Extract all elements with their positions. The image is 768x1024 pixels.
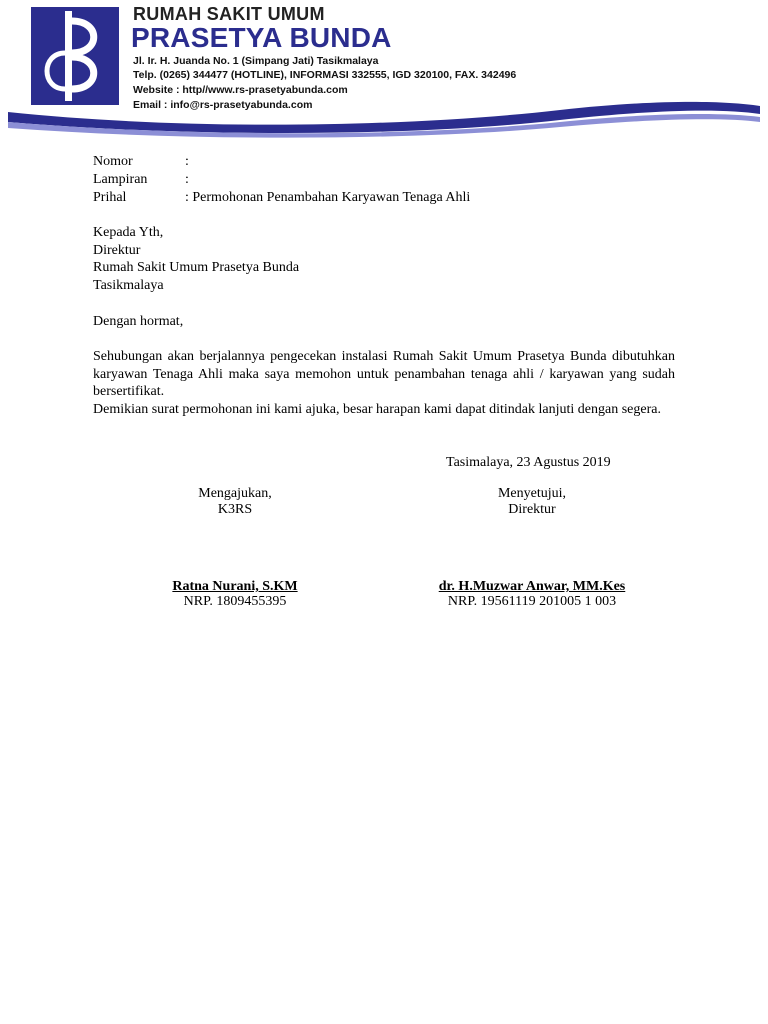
salutation: Dengan hormat, — [93, 314, 184, 329]
recipient-organization: Rumah Sakit Umum Prasetya Bunda — [93, 260, 300, 275]
hospital-name: PRASETYA BUNDA — [131, 22, 392, 53]
lampiran-label: Lampiran — [93, 172, 148, 187]
right-signature-role: Direktur — [508, 502, 556, 517]
nomor-value: : — [185, 154, 189, 169]
right-signature-caption: Menyetujui, — [497, 486, 567, 501]
right-signatory-nrp: NRP. 19561119 201005 1 003 — [447, 594, 617, 609]
body-paragraph-2: Demikian surat permohonan ini kami ajuka, besar harapan kami dapat ditindak lanjuti dengan segera. — [93, 402, 661, 417]
prihal-value: : Permohonan Penambahan Karyawan Tenaga Ahli — [185, 190, 471, 205]
nomor-label: Nomor — [93, 154, 133, 169]
recipient-title: Direktur — [93, 243, 141, 258]
prihal-label: Prihal — [93, 190, 127, 205]
recipient-greeting: Kepada Yth, — [93, 225, 164, 240]
letterhead — [0, 0, 768, 140]
hospital-address: Jl. Ir. H. Juanda No. 1 (Simpang Jati) Tasikmalaya — [133, 55, 379, 67]
right-signatory-name: dr. H.Muzwar Anwar, MM.Kes — [438, 579, 626, 594]
left-signature-caption: Mengajukan, — [198, 486, 272, 501]
body-paragraph-1: Sehubungan akan berjalannya pengecekan instalasi Rumah Sakit Umum Prasetya Bunda dibutuhkan karyawan Tenaga Ahli maka saya memohon untuk penambahan tenaga ahli / karyawan yang sudah bersertifikat. — [93, 349, 675, 399]
left-signatory-nrp: NRP. 1809455395 — [183, 594, 287, 609]
lampiran-value: : — [185, 172, 189, 187]
left-signature-role: K3RS — [217, 502, 253, 517]
hospital-phone: Telp. (0265) 344477 (HOTLINE), INFORMASI 332555, IGD 320100, FAX. 342496 — [133, 69, 517, 81]
hospital-email: Email : info@rs-prasetyabunda.com — [133, 99, 313, 111]
hospital-website: Website : http//www.rs-prasetyabunda.com — [133, 84, 348, 96]
left-signatory-name: Ratna Nurani, S.KM — [172, 579, 298, 594]
place-date: Tasimalaya, 23 Agustus 2019 — [446, 455, 611, 470]
recipient-city: Tasikmalaya — [93, 278, 164, 293]
hospital-type: RUMAH SAKIT UMUM — [133, 4, 325, 24]
header-swoosh — [0, 92, 768, 138]
hospital-logo-icon — [31, 7, 119, 105]
